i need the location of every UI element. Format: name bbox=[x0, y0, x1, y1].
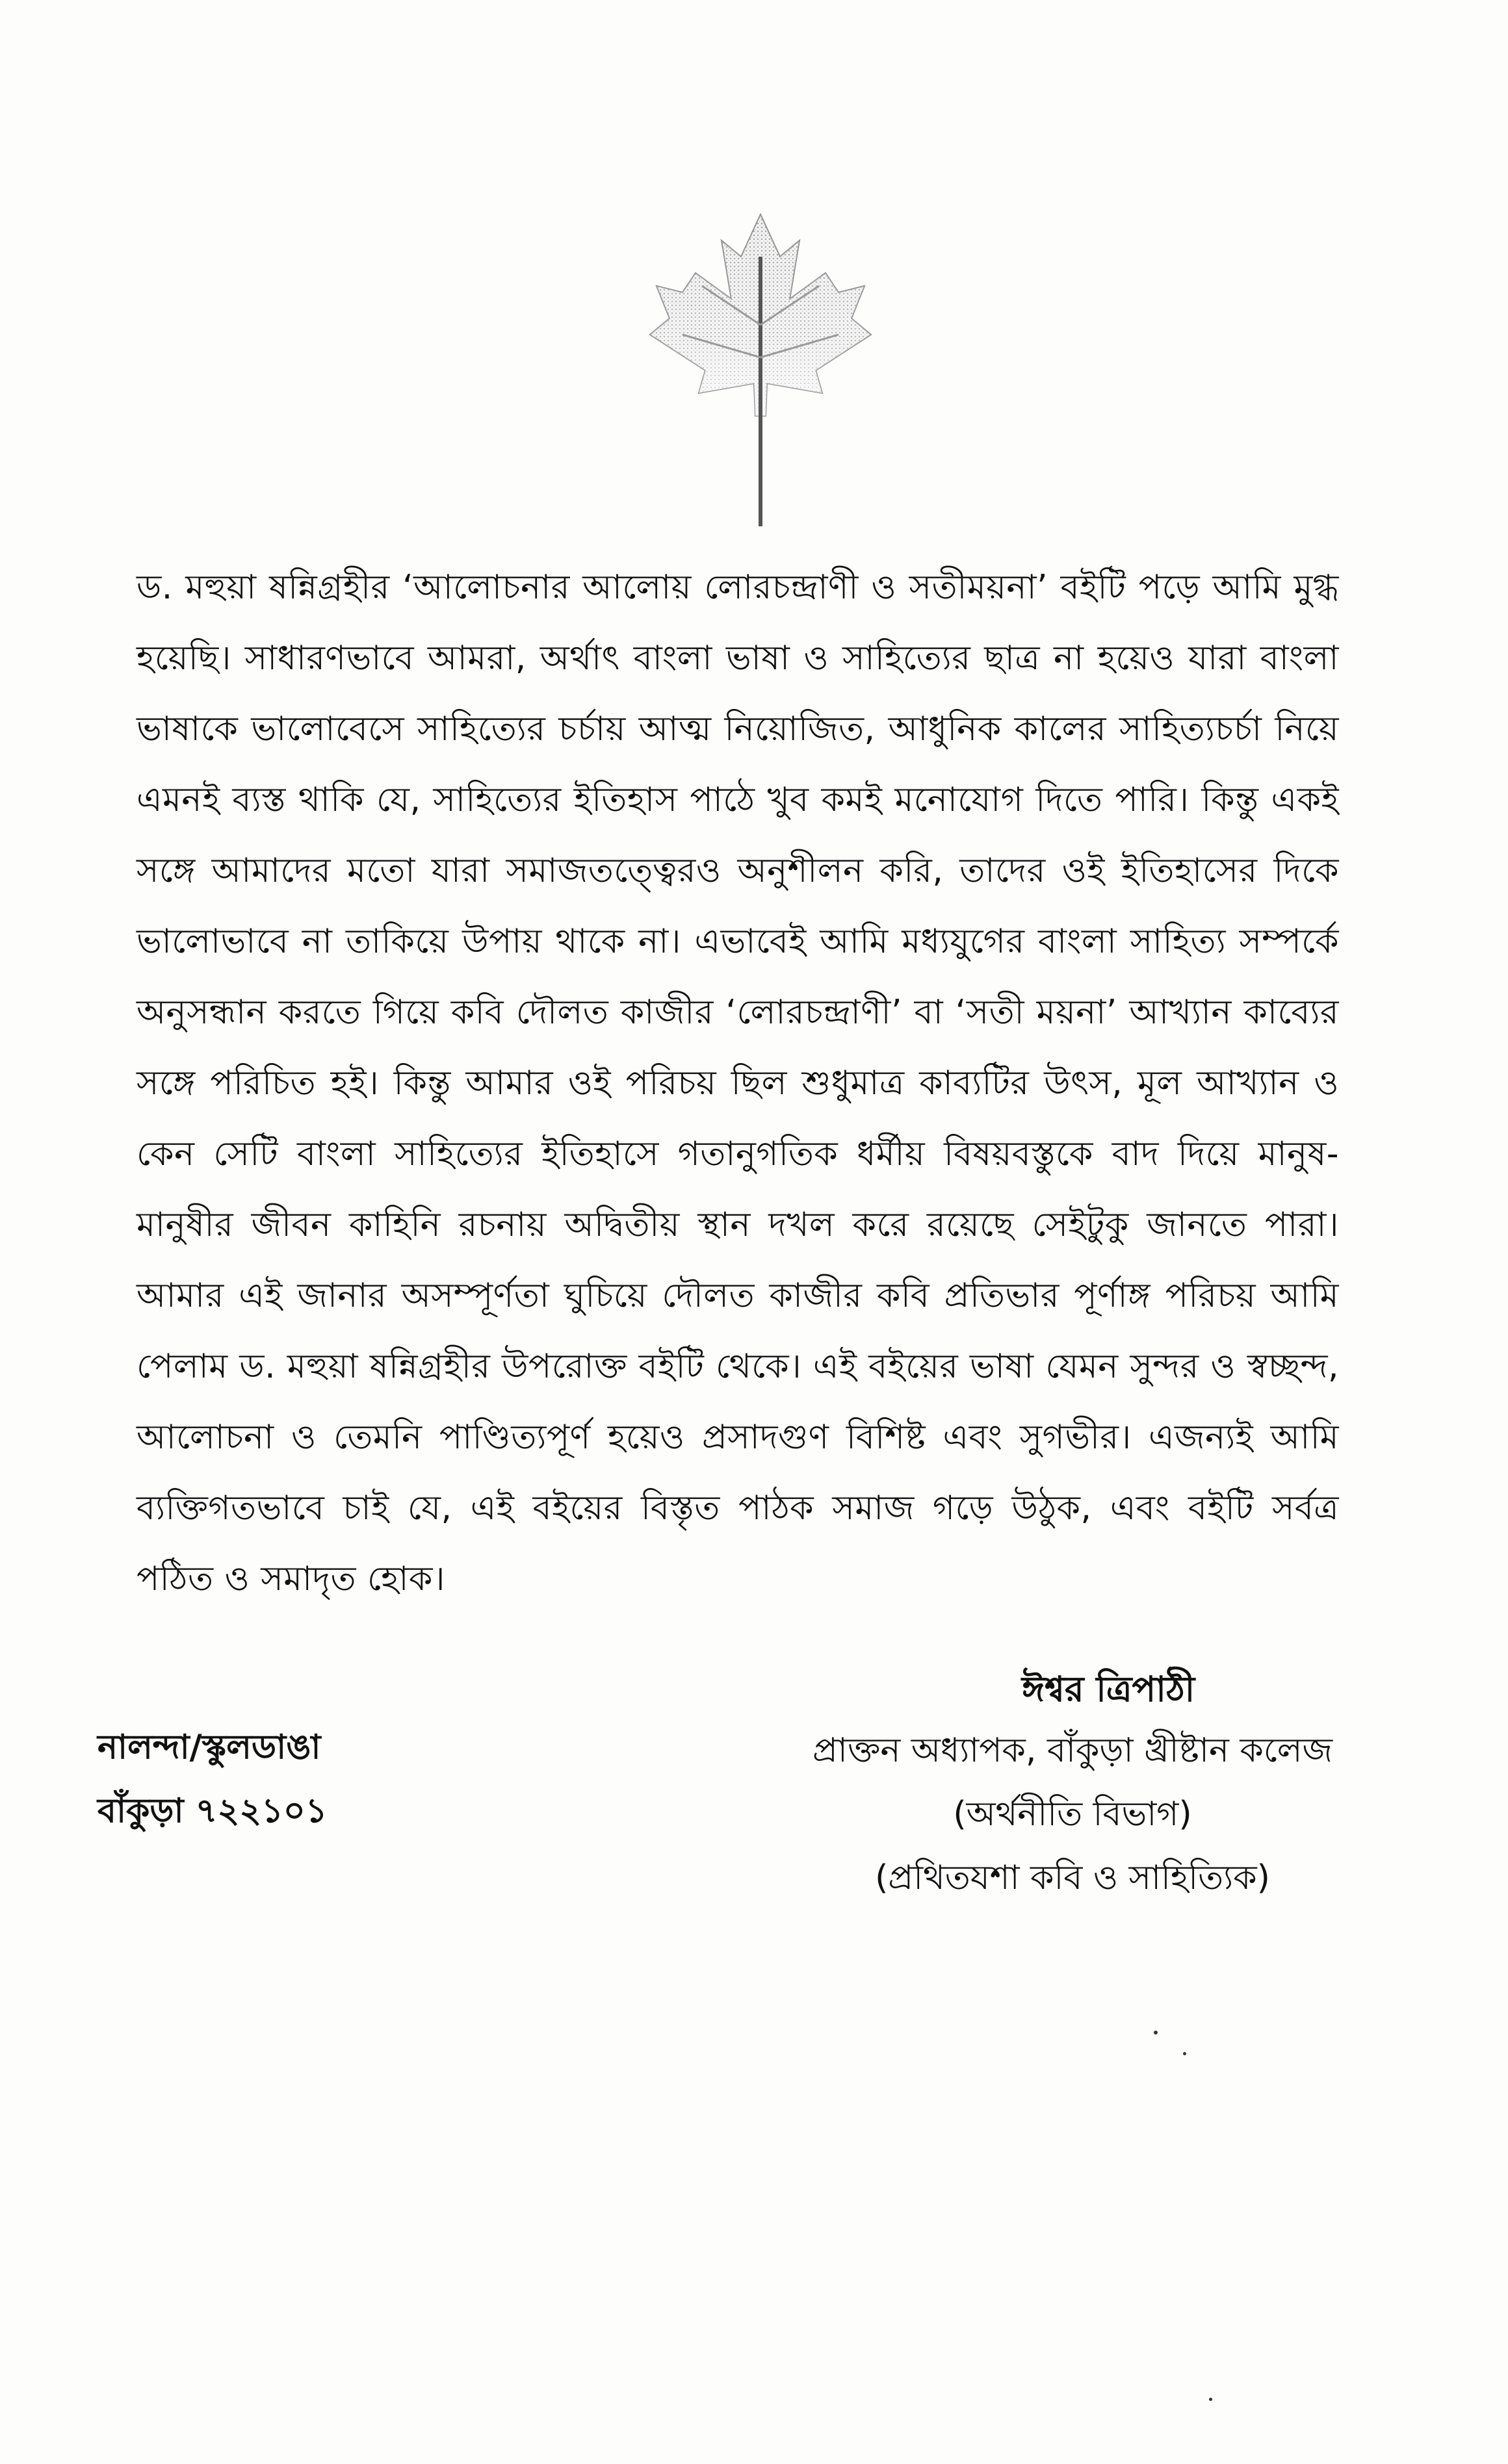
foreword-body bbox=[136, 552, 1339, 1615]
maple-leaf-icon bbox=[644, 195, 878, 533]
address-line-2: বাঁকুড়া ৭২২১০১ bbox=[98, 1791, 328, 1830]
foreword-paragraph: ড. মহুয়া ষন্নিগ্রহীর ‘আলোচনার আলোয় লোরচন্দ্রাণী ও সতীময়না’ বইটি পড়ে আমি মুগ্ধ হয়েছি। সাধারণভাবে আমরা, অর্থাৎ বাংলা ভাষা ও সাহিত্যের ছাত্র না হয়েও যারা বাংলা ভাষাকে ভালোবেসে সাহিত্যের চর্চায় আত্ম নিয়োজিত, আধুনিক কালের সাহিত্যচর্চা নিয়ে এমনই ব্যস্ত থাকি যে, সাহিত্যের ইতিহাস পাঠে খুব কমই মনোযোগ দিতে পারি। কিন্তু একই সঙ্গে আমাদের মতো যারা সমাজতত্ত্বেরও অনুশীলন করি, তাদের ওই ইতিহাসের দিকে ভালোভাবে না তাকিয়ে উপায় থাকে না। এভাবেই আমি মধ্যযুগের বাংলা সাহিত্য সম্পর্কে অনুসন্ধান করতে গিয়ে কবি দৌলত কাজীর ‘লোরচন্দ্রাণী’ বা ‘সতী ময়না’ আখ্যান কাব্যের সঙ্গে পরিচিত হই। কিন্তু আমার ওই পরিচয় ছিল শুধুমাত্র কাব্যটির উৎস, মূল আখ্যান ও কেন সেটি বাংলা সাহিত্যের ইতিহাসে গতানুগতিক ধর্মীয় বিষয়বস্তুকে বাদ দিয়ে মানুষ-মানুষীর জীবন কাহিনি রচনায় অদ্বিতীয় স্থান দখল করে রয়েছে সেইটুকু জানতে পারা। আমার এই জানার অসম্পূর্ণতা ঘুচিয়ে দৌলত কাজীর কবি প্রতিভার পূর্ণাঙ্গ পরিচয় আমি পেলাম ড. মহুয়া ষন্নিগ্রহীর উপরোক্ত বইটি থেকে। এই বইয়ের ভাষা যেমন সুন্দর ও স্বচ্ছন্দ, আলোচনা ও তেমনি পাণ্ডিত্যপূর্ণ হয়েও প্রসাদগুণ বিশিষ্ট এবং সুগভীর। এজন্যই আমি ব্যক্তিগতভাবে চাই যে, এই বইয়ের বিস্তৃত পাঠক সমাজ গড়ে উঠুক, এবং বইটি সর্বত্র পঠিত ও সমাদৃত হোক। bbox=[136, 568, 1339, 1598]
signatory-description: (প্রথিতযশা কবি ও সাহিত্যিক) bbox=[875, 1858, 1270, 1897]
address-block bbox=[98, 1715, 552, 1843]
signatory-name: ঈশ্বর ত্রিপাঠী bbox=[1021, 1669, 1195, 1710]
signatory-designation: প্রাক্তন অধ্যাপক, বাঁকুড়া খ্রীষ্টান কলেজ bbox=[812, 1731, 1333, 1770]
print-speck bbox=[1154, 2031, 1158, 2034]
signature-block bbox=[767, 1660, 1378, 1910]
print-speck bbox=[1209, 2398, 1212, 2401]
address-line-1: নালন্দা/স্কুলডাঙা bbox=[98, 1728, 321, 1767]
signatory-department: (অর্থনীতি বিভাগ) bbox=[953, 1795, 1192, 1834]
print-speck bbox=[1183, 2052, 1186, 2055]
